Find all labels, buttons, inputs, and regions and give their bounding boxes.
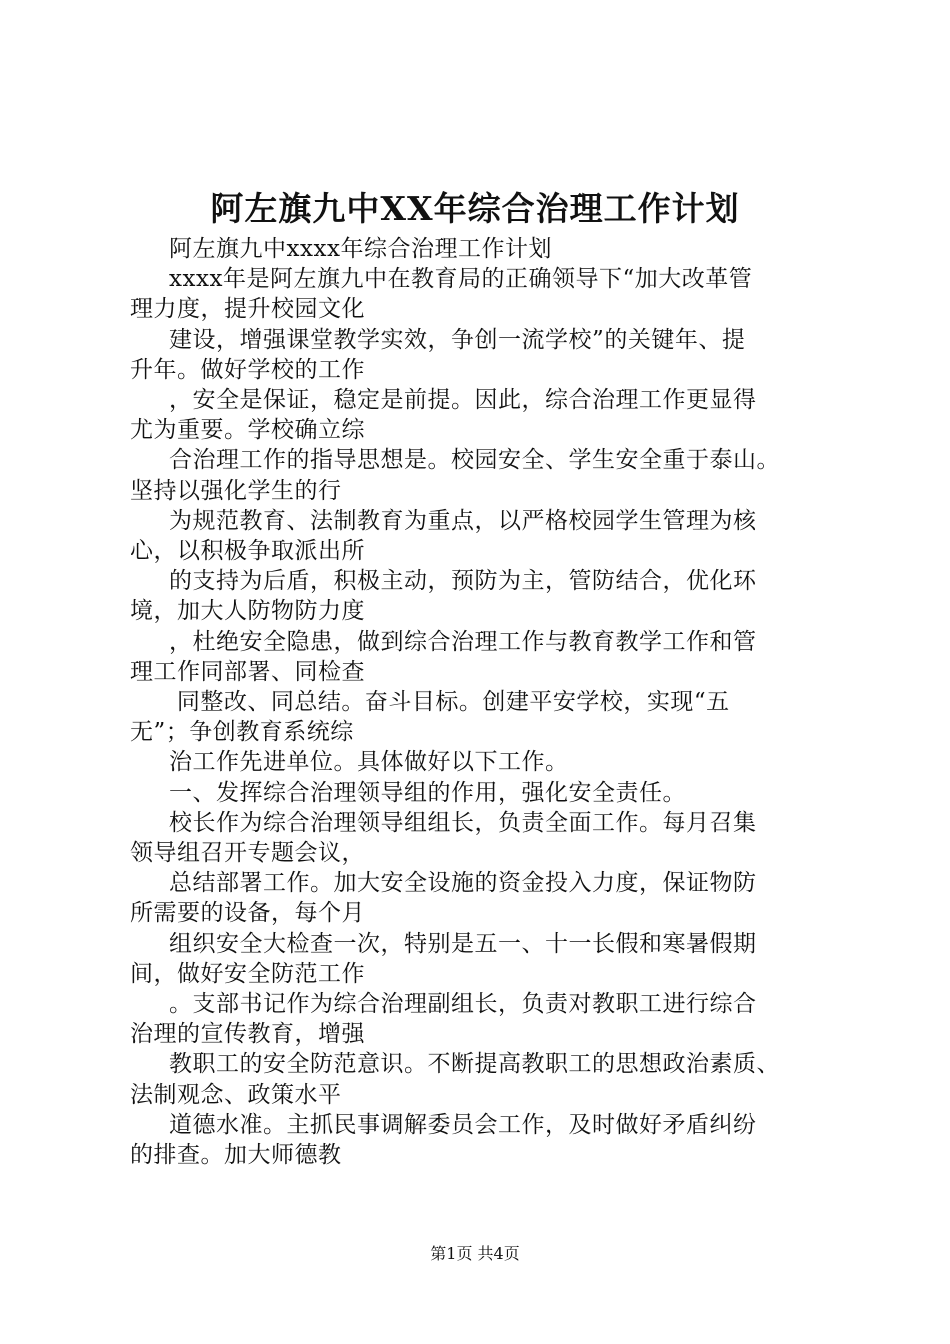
document-body (130, 234, 840, 1170)
body-line: 一、发挥综合治理领导组的作用，强化安全责任。 (130, 779, 687, 806)
body-line: 心，以积极争取派出所 (130, 538, 365, 565)
body-line: 所需要的设备，每个月 (130, 900, 365, 927)
body-line: 组织安全大检查一次，特别是五一、十一长假和寒暑假期 (130, 930, 757, 957)
body-line: 间，做好安全防范工作 (130, 960, 365, 987)
body-line: 尤为重要。学校确立综 (130, 417, 365, 444)
body-line: ，安全是保证，稳定是前提。因此，综合治理工作更显得 (130, 387, 757, 414)
body-line: 领导组召开专题会议， (130, 840, 365, 867)
body-line: 升年。做好学校的工作 (130, 356, 365, 383)
document-title: 阿左旗九中XX年综合治理工作计划 (210, 189, 740, 228)
body-line: 的支持为后盾，积极主动，预防为主，管防结合，优化环 (130, 568, 757, 595)
body-line: 。支部书记作为综合治理副组长，负责对教职工进行综合 (130, 991, 757, 1018)
body-line: 为规范教育、法制教育为重点，以严格校园学生管理为核 (130, 507, 757, 534)
body-line: 总结部署工作。加大安全设施的资金投入力度，保证物防 (130, 870, 757, 897)
body-line: 法制观念、政策水平 (130, 1081, 342, 1108)
body-line: 建设，增强课堂教学实效，争创一流学校”的关键年、提 (130, 326, 746, 353)
body-line: 坚持以强化学生的行 (130, 477, 342, 504)
body-line: 理工作同部署、同检查 (130, 658, 365, 685)
body-line: xxxx年是阿左旗九中在教育局的正确领导下“加大改革管 (130, 266, 753, 293)
page-footer: 第1页 共4页 (430, 1244, 520, 1263)
body-line: 治工作先进单位。具体做好以下工作。 (130, 749, 569, 776)
body-line: 境，加大人防物防力度 (130, 598, 365, 625)
body-line: 治理的宣传教育，增强 (130, 1021, 365, 1048)
body-line: 理力度，提升校园文化 (130, 296, 365, 323)
body-line: 的排查。加大师德教 (130, 1142, 342, 1169)
body-line: 教职工的安全防范意识。不断提高教职工的思想政治素质、 (130, 1051, 781, 1078)
body-line: 无”；争创教育系统综 (130, 719, 354, 746)
body-line: ，杜绝安全隐患，做到综合治理工作与教育教学工作和管 (130, 628, 757, 655)
body-line: 道德水准。主抓民事调解委员会工作，及时做好矛盾纠纷 (130, 1111, 757, 1138)
body-line: 合治理工作的指导思想是。校园安全、学生安全重于泰山。 (130, 447, 781, 474)
body-line: 同整改、同总结。奋斗目标。创建平安学校，实现“五 (130, 689, 730, 716)
body-line: 校长作为综合治理领导组组长，负责全面工作。每月召集 (130, 809, 757, 836)
body-line: 阿左旗九中xxxx年综合治理工作计划 (130, 236, 552, 262)
